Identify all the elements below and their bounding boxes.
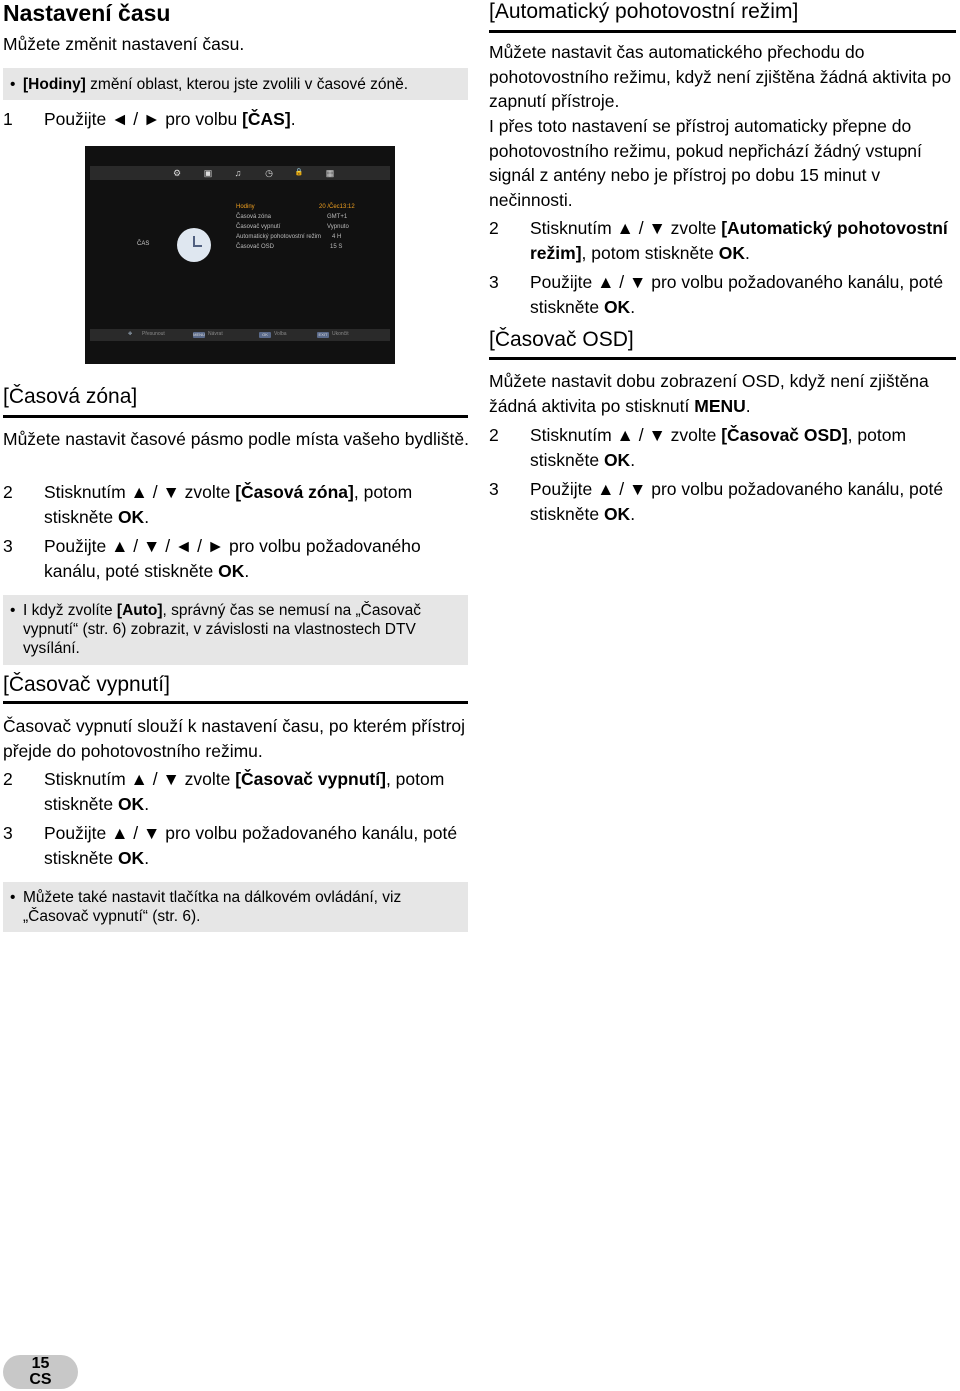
sleep-paragraph: Časovač vypnutí slouží k nastavení času, po kterém přístroj přejde do pohotovostního režimu. <box>3 716 466 761</box>
clock-icon <box>177 228 211 262</box>
bullet: • <box>10 889 16 906</box>
note-auto: • I když zvolíte [Auto], správný čas se nemusí na „Časovač vypnutí“ (str. 6) zobrazit, v závislosti na vlastnostech DTV vysílání. <box>3 595 468 665</box>
note-hodiny <box>3 68 468 100</box>
zone-step-2: 2 Stisknutím ▲ / ▼ zvolte [Časová zóna], potom stiskněte OK. <box>3 482 413 527</box>
auto-paragraph-2: I přes toto nastavení se přístroj automaticky přepne do pohotovostního režimu, pokud nepřichází žádný vstupní signál z antény nebo je přístroj po dobu 15 minut v nečinnosti. <box>489 116 922 210</box>
page-title: Nastavení času <box>3 0 171 26</box>
section-rule <box>489 30 956 33</box>
page-number: 15 <box>31 1355 50 1372</box>
tv-row: Časová zóna GMT+1 <box>236 214 348 220</box>
osd-paragraph: Můžete nastavit dobu zobrazení OSD, když není zjištěna žádná aktivita po stisknutí MENU. <box>489 371 929 416</box>
lock-icon: 🔒 <box>294 169 304 176</box>
step-number: 1 <box>3 109 13 129</box>
tv-nav-icon: ✥ <box>128 331 133 337</box>
tv-row: Časovač vypnutí Vypnuto <box>236 224 349 230</box>
zone-step-3: 3 Použijte ▲ / ▼ / ◄ / ► pro volbu požadovaného kanálu, poté stiskněte OK. <box>3 536 421 581</box>
sleep-step-2: 2 Stisknutím ▲ / ▼ zvolte [Časovač vypnutí], potom stiskněte OK. <box>3 769 445 814</box>
auto-step-3: 3 Použijte ▲ / ▼ pro volbu požadovaného kanálu, poté stiskněte OK. <box>489 272 944 317</box>
section-heading-zone: [Časová zóna] <box>3 385 138 408</box>
note-remote: • Můžete také nastavit tlačítka na dálkovém ovládání, viz „Časovač vypnutí“ (str. 6). <box>3 882 468 932</box>
osd-step-2: 2 Stisknutím ▲ / ▼ zvolte [Časovač OSD], potom stiskněte OK. <box>489 425 907 470</box>
tv-row: Časovač OSD 15 S <box>236 244 343 250</box>
osd-step-3: 3 Použijte ▲ / ▼ pro volbu požadovaného kanálu, poté stiskněte OK. <box>489 479 944 524</box>
section-rule <box>489 357 956 360</box>
step-text: Použijte ◄ / ► pro volbu [ČAS]. <box>44 109 296 129</box>
page-number-badge <box>3 1355 78 1389</box>
tv-side-label: ČAS <box>137 241 150 247</box>
tv-menu-bar <box>90 166 390 180</box>
tv-help-bar: ✥ Přesunout MENU Návrat OK Volba EXIT Ukončit <box>90 329 390 341</box>
section-rule <box>3 701 468 704</box>
bullet: • <box>10 76 16 93</box>
tv-row: Automatický pohotovostní režim 4 H <box>236 234 342 240</box>
section-rule <box>3 415 468 418</box>
section-heading-auto: [Automatický pohotovostní režim] <box>489 0 799 23</box>
section-heading-sleep: [Časovač vypnutí] <box>3 673 170 696</box>
tv-settings-list <box>235 204 360 254</box>
zone-paragraph: Můžete nastavit časové pásmo podle místa vašeho bydliště. <box>3 429 469 449</box>
picture-icon: ▣ <box>203 168 213 178</box>
section-heading-osd: [Časovač OSD] <box>489 328 634 351</box>
time-icon: ◷ <box>265 168 273 178</box>
bullet: • <box>10 602 16 619</box>
note-bold: [Hodiny] <box>23 76 86 93</box>
auto-step-2: 2 Stisknutím ▲ / ▼ zvolte [Automatický pohotovostní režim], potom stiskněte OK. <box>489 218 948 263</box>
language-code: CS <box>29 1371 52 1388</box>
auto-paragraph-1: Můžete nastavit čas automatického přechodu do pohotovostního režimu, když není zjištěna žádná aktivita po zapnutí přístroje. <box>489 42 952 111</box>
note-text: změní oblast, kterou jste zvolili v časové zóně. <box>85 76 409 93</box>
channel-icon: ▦ <box>325 168 335 178</box>
intro-text: Můžete změnit nastavení času. <box>3 34 245 54</box>
tv-menu-screenshot <box>85 146 395 364</box>
sound-icon: ♫ <box>234 168 242 178</box>
settings-icon: ⚙ <box>172 168 182 178</box>
tv-row: Hodiny 20 /Čec13:12 <box>236 204 355 210</box>
sleep-step-3: 3 Použijte ▲ / ▼ pro volbu požadovaného kanálu, poté stiskněte OK. <box>3 823 458 868</box>
